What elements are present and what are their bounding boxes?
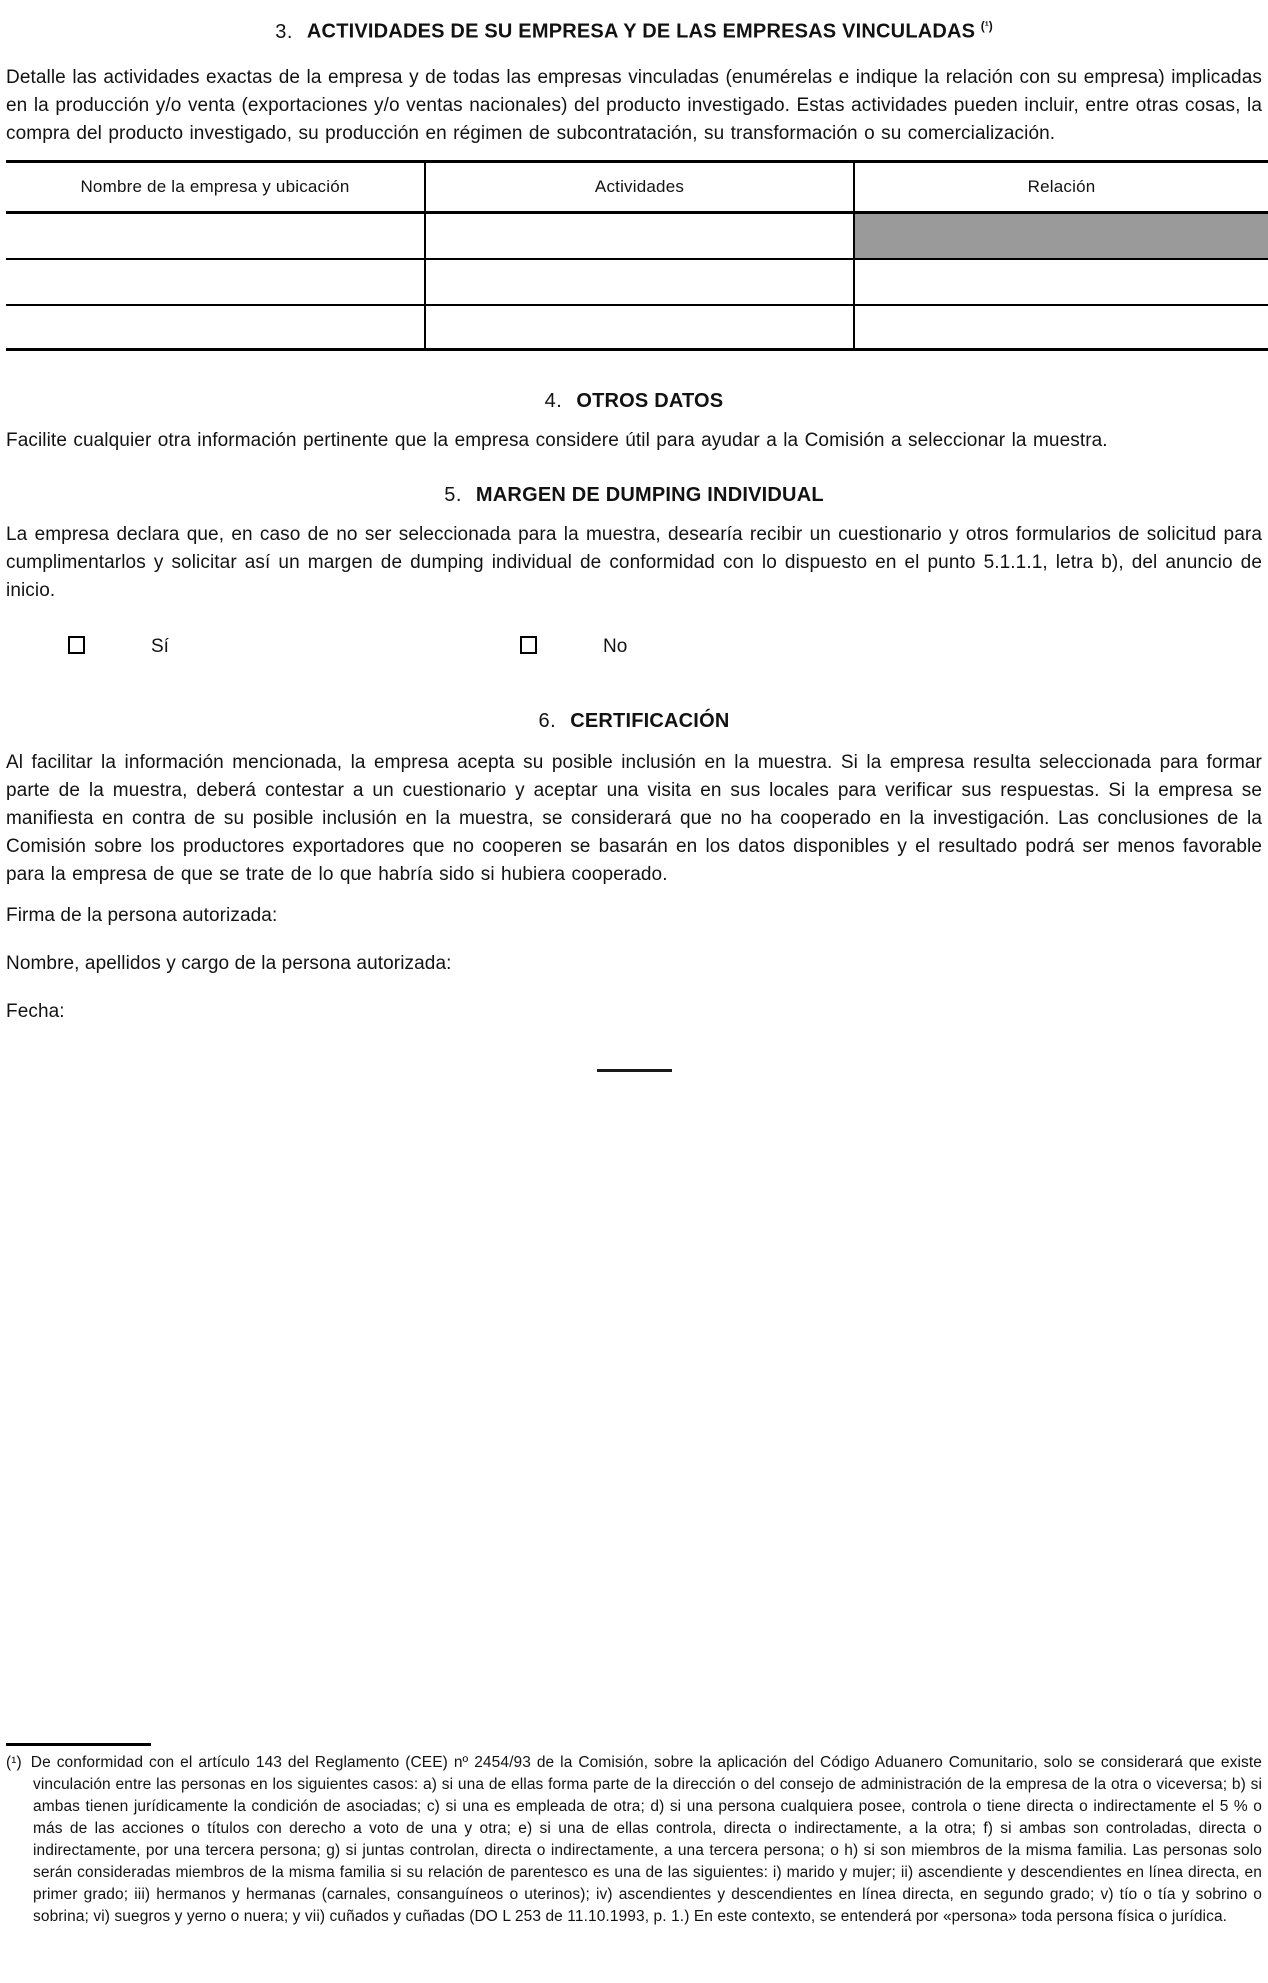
footnote-separator [6,1743,151,1746]
name-title-line-label: Nombre, apellidos y cargo de la persona autorizada: [6,952,452,974]
section-6-paragraph: Al facilitar la información mencionada, la empresa acepta su posible inclusión en la muestra. Si la empresa resulta seleccionada para formar parte de la muestra, deberá contestar a un cuestionario y aceptar una visita en sus locales para verificar sus respuestas. Si la empresa se manifiesta en contra de su posible inclusión en la muestra, se considerará que no ha cooperado en la investigación. Las conclusiones de la Comisión sobre los productores exportadores que no cooperen se basarán en los datos disponibles y el resultado podrá ser menos favorable para la empresa de que se trate de lo que habría sido si hubiera cooperado. [6,751,1262,885]
date-line-label: Fecha: [6,1000,65,1022]
section-5-paragraph: La empresa declara que, en caso de no ser seleccionada para la muestra, desearía recibir un cuestionario y otros formularios de solicitud para cumplimentarlos y solicitar así un margen de dumping individual de conformidad con lo dispuesto en el punto 5.1.1.1, letra b), del anuncio de inicio. [6,523,1262,601]
table-row [6,305,1268,350]
column-header-company-name: Nombre de la empresa y ubicación [6,161,425,212]
footnote-marker: (¹) [6,1754,22,1771]
linked-companies-table [6,160,1268,351]
table-row [6,259,1268,305]
section-4-paragraph: Facilite cualquier otra información pertinente que la empresa considere útil para ayudar a la Comisión a seleccionar la muestra. [6,429,1108,451]
section-6-number: 6. [538,709,557,732]
section-3-heading [6,14,1262,44]
table-cell-empty [854,305,1268,350]
section-4-heading [6,389,1262,413]
section-3-paragraph: Detalle las actividades exactas de la empresa y de todas las empresas vinculadas (enumérelas e indique la relación con su empresa) implicadas en la producción y/o venta (exportaciones y/o ventas nacionales) del producto investigado. Estas actividades pueden incluir, entre otras cosas, la compra del producto investigado, su producción en régimen de subcontratación, su transformación o su comercialización. [6,66,1262,144]
section-5-number: 5. [444,483,462,506]
document-page [3,14,1265,1983]
section-5-title: MARGEN DE DUMPING INDIVIDUAL [475,483,824,506]
section-4-title: OTROS DATOS [576,389,724,412]
section-3-title: ACTIVIDADES DE SU EMPRESA Y DE LAS EMPRESAS VINCULADAS [306,20,976,43]
table-cell-empty [425,259,854,305]
signature-line-label: Firma de la persona autorizada: [6,904,278,926]
footnote-body: De conformidad con el artículo 143 del Reglamento (CEE) nº 2454/93 de la Comisión, sobre la aplicación del Código Aduanero Comunitario, solo se considerará que existe vinculación entre las personas en los siguientes casos: a) si una de ellas forma parte de la dirección o del consejo de administración de la empresa de la otra o viceversa; b) si ambas tienen jurídicamente la condición de asociadas; c) si una es empleada de otra; d) si una persona cualquiera posee, controla o tiene directa o indirectamente el 5 % o más de las acciones o títulos con derecho a voto de una y otra; e) si una de ellas controla, directa o indirectamente, a la otra; f) si ambas son controladas, directa o indirectamente, por una tercera persona; g) si juntas controlan, directa o indirectamente, a una tercera persona; o h) si son miembros de la misma familia. Las personas solo serán consideradas miembros de la misma familia si su relación de parentesco es una de las siguientes: i) marido y mujer; ii) ascendiente y descendientes en línea directa, en primer grado; iii) hermanos y hermanas (carnales, consanguíneos o uterinos); iv) ascendientes y descendientes en línea directa, en segundo grado; v) tío o tía y sobrino o sobrina; vi) suegros y yerno o nuera; y vii) cuñados y cuñadas (DO L 253 de 11.10.1993, p. 1.) En este contexto, se entenderá por «persona» toda persona física o jurídica. [30,1754,1262,1925]
end-of-form-divider [597,1069,672,1072]
table-cell-empty [6,305,425,350]
table-cell-empty [6,259,425,305]
table-cell-empty [425,212,854,259]
table-row [6,212,1268,259]
section-3-number: 3. [275,20,293,43]
table-cell-empty [425,305,854,350]
footnote-block [6,1743,1262,1944]
no-checkbox-label: No [603,635,628,657]
table-cell-shaded [854,212,1268,259]
section-5-heading [6,483,1262,507]
section-6-heading [6,709,1262,733]
footnote-text [6,1752,1262,1928]
no-checkbox[interactable] [520,636,537,654]
footnote-reference: (¹) [980,19,993,33]
yes-checkbox[interactable] [68,636,85,654]
table-cell-empty [6,212,425,259]
section-6-title: CERTIFICACIÓN [570,709,730,732]
column-header-relationship: Relación [854,161,1268,212]
column-header-activities: Actividades [425,161,854,212]
yes-checkbox-label: Sí [151,635,169,657]
table-header-row [6,161,1268,212]
table-cell-empty [854,259,1268,305]
section-4-number: 4. [544,389,563,412]
yes-no-choice-row [6,635,1262,659]
